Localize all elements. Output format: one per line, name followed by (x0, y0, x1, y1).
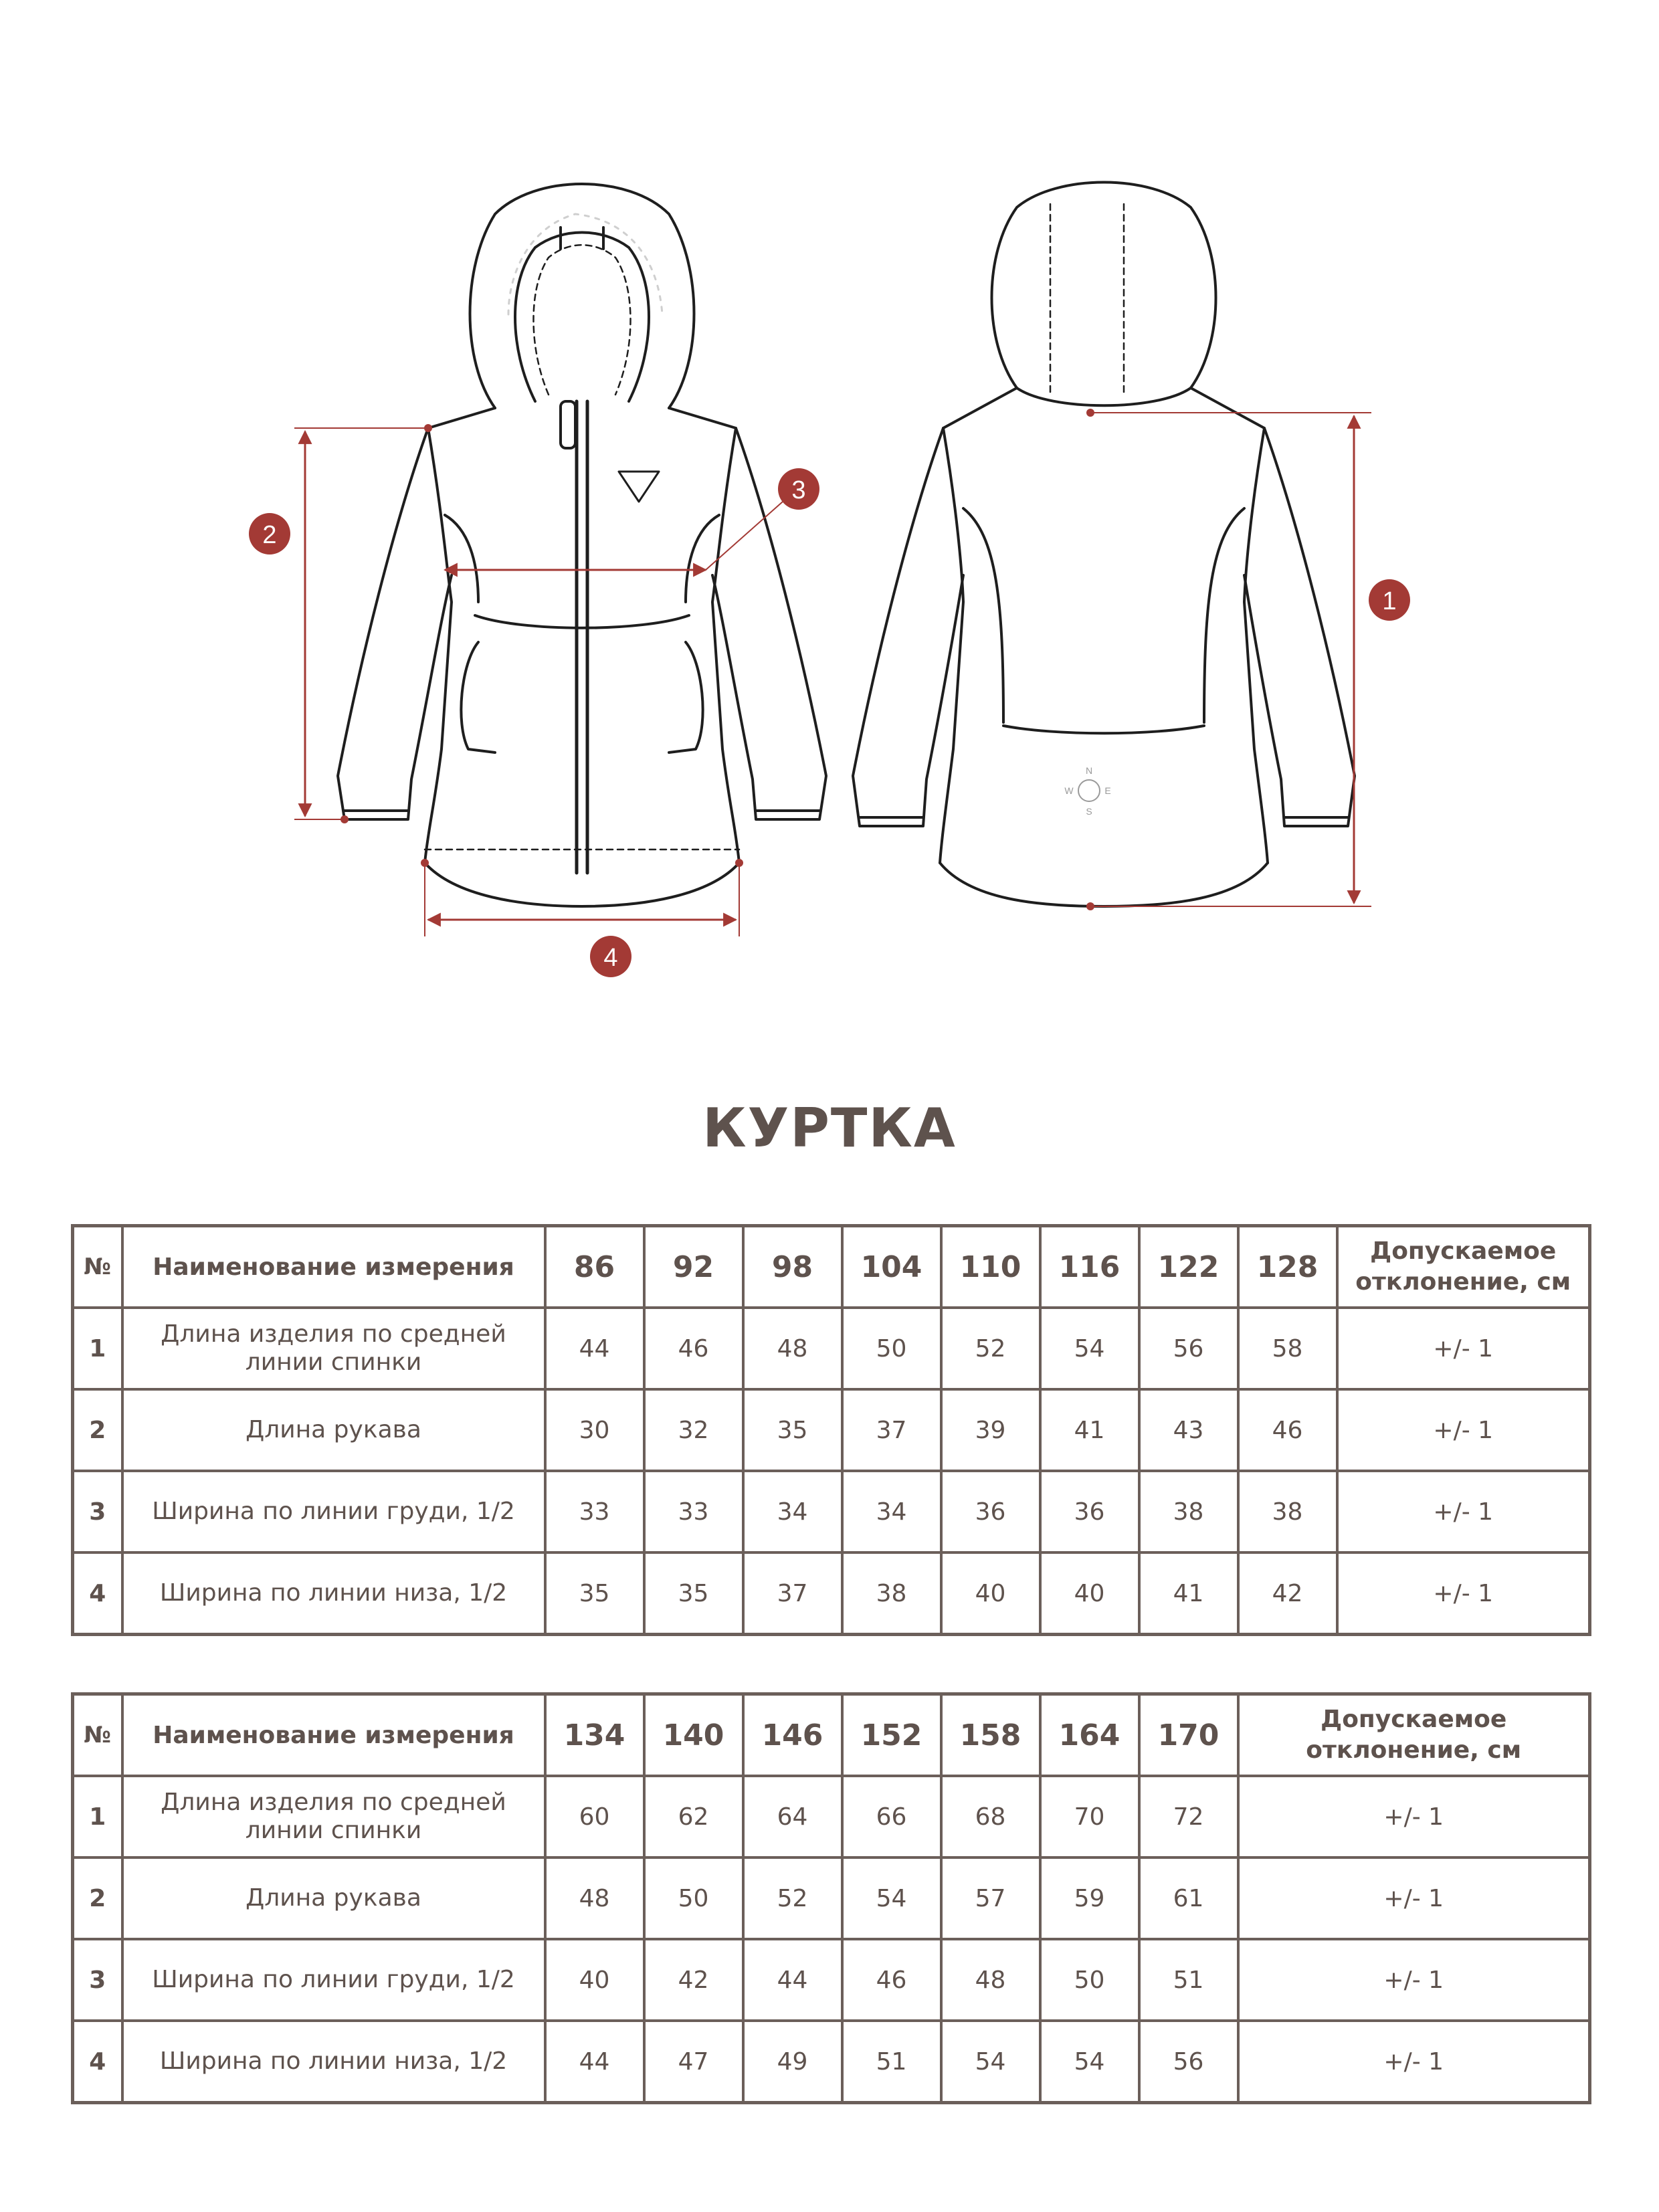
header-name: Наименование измерения (122, 1226, 545, 1308)
table-row (73, 1552, 1590, 1635)
row-value: 44 (743, 1939, 842, 2021)
row-value: 50 (644, 1857, 743, 1939)
measurement-lines (294, 413, 1371, 936)
header-name: Наименование измерения (122, 1694, 545, 1777)
row-value: 54 (1040, 2021, 1139, 2103)
row-value: 56 (1139, 1308, 1238, 1389)
row-value: 33 (545, 1471, 644, 1552)
row-value: 40 (545, 1939, 644, 2021)
row-value: 39 (941, 1389, 1040, 1471)
row-value: 37 (842, 1389, 941, 1471)
compass-emblem (1064, 765, 1110, 817)
row-name: Ширина по линии низа, 1/2 (122, 1552, 545, 1635)
marker-3 (778, 468, 819, 510)
row-name: Ширина по линии груди, 1/2 (122, 1939, 545, 2021)
row-tolerance: +/- 1 (1238, 1939, 1590, 2021)
row-value: 33 (644, 1471, 743, 1552)
row-value: 51 (1139, 1939, 1238, 2021)
svg-text:3: 3 (791, 476, 806, 504)
row-value: 56 (1139, 2021, 1238, 2103)
row-value: 46 (842, 1939, 941, 2021)
row-num: 1 (73, 1776, 122, 1857)
row-value: 47 (644, 2021, 743, 2103)
table-header-row (73, 1694, 1590, 1777)
row-value: 59 (1040, 1857, 1139, 1939)
compass-n: N (1085, 765, 1093, 776)
row-value: 70 (1040, 1776, 1139, 1857)
header-size: 122 (1139, 1226, 1238, 1308)
header-size: 128 (1238, 1226, 1337, 1308)
table-header-row (73, 1226, 1590, 1308)
header-size: 104 (842, 1226, 941, 1308)
row-value: 64 (743, 1776, 842, 1857)
row-value: 43 (1139, 1389, 1238, 1471)
header-size: 134 (545, 1694, 644, 1777)
row-value: 54 (1040, 1308, 1139, 1389)
row-value: 35 (545, 1552, 644, 1635)
row-value: 38 (1238, 1471, 1337, 1552)
size-table-2 (71, 1692, 1591, 2104)
row-value: 51 (842, 2021, 941, 2103)
row-num: 1 (73, 1308, 122, 1389)
row-value: 72 (1139, 1776, 1238, 1857)
jacket-technical-drawing (0, 0, 1659, 1043)
row-value: 49 (743, 2021, 842, 2103)
row-value: 48 (941, 1939, 1040, 2021)
row-value: 62 (644, 1776, 743, 1857)
row-value: 54 (941, 2021, 1040, 2103)
row-num: 4 (73, 2021, 122, 2103)
table-row (73, 1939, 1590, 2021)
row-tolerance: +/- 1 (1337, 1308, 1590, 1389)
table-row (73, 1857, 1590, 1939)
row-value: 50 (1040, 1939, 1139, 2021)
row-name: Длина изделия по средней линии спинки (122, 1776, 545, 1857)
header-tolerance: Допускаемое отклонение, см (1238, 1694, 1590, 1777)
compass-s: S (1086, 806, 1092, 817)
header-size: 170 (1139, 1694, 1238, 1777)
header-size: 164 (1040, 1694, 1139, 1777)
row-value: 66 (842, 1776, 941, 1857)
header-size: 92 (644, 1226, 743, 1308)
row-value: 50 (842, 1308, 941, 1389)
table-row (73, 1389, 1590, 1471)
row-value: 57 (941, 1857, 1040, 1939)
row-value: 40 (1040, 1552, 1139, 1635)
row-value: 54 (842, 1857, 941, 1939)
marker-1 (1369, 579, 1410, 621)
row-value: 34 (842, 1471, 941, 1552)
header-size: 146 (743, 1694, 842, 1777)
row-tolerance: +/- 1 (1238, 1776, 1590, 1857)
row-value: 38 (842, 1552, 941, 1635)
row-num: 2 (73, 1389, 122, 1471)
header-size: 86 (545, 1226, 644, 1308)
row-value: 58 (1238, 1308, 1337, 1389)
row-value: 36 (941, 1471, 1040, 1552)
row-num: 2 (73, 1857, 122, 1939)
row-value: 52 (941, 1308, 1040, 1389)
row-name: Ширина по линии груди, 1/2 (122, 1471, 545, 1552)
row-tolerance: +/- 1 (1238, 2021, 1590, 2103)
header-tolerance: Допускаемое отклонение, см (1337, 1226, 1590, 1308)
row-value: 52 (743, 1857, 842, 1939)
row-value: 35 (644, 1552, 743, 1635)
table-row (73, 1471, 1590, 1552)
row-value: 36 (1040, 1471, 1139, 1552)
compass-e: E (1104, 785, 1111, 796)
svg-text:1: 1 (1382, 587, 1397, 615)
header-size: 110 (941, 1226, 1040, 1308)
table-row (73, 2021, 1590, 2103)
header-size: 98 (743, 1226, 842, 1308)
row-value: 68 (941, 1776, 1040, 1857)
size-table-1 (71, 1224, 1591, 1636)
row-num: 3 (73, 1471, 122, 1552)
header-size: 116 (1040, 1226, 1139, 1308)
svg-text:2: 2 (262, 521, 277, 549)
jacket-back-view (853, 183, 1355, 907)
row-value: 44 (545, 2021, 644, 2103)
row-value: 42 (1238, 1552, 1337, 1635)
table-row (73, 1308, 1590, 1389)
row-value: 46 (1238, 1389, 1337, 1471)
marker-4 (590, 936, 631, 977)
row-tolerance: +/- 1 (1337, 1389, 1590, 1471)
row-value: 34 (743, 1471, 842, 1552)
row-value: 46 (644, 1308, 743, 1389)
row-value: 61 (1139, 1857, 1238, 1939)
row-tolerance: +/- 1 (1337, 1471, 1590, 1552)
header-num: № (73, 1226, 122, 1308)
header-size: 158 (941, 1694, 1040, 1777)
row-value: 32 (644, 1389, 743, 1471)
row-tolerance: +/- 1 (1238, 1857, 1590, 1939)
table-row (73, 1776, 1590, 1857)
jacket-front-view (338, 184, 826, 906)
row-value: 44 (545, 1308, 644, 1389)
row-name: Длина изделия по средней линии спинки (122, 1308, 545, 1389)
row-value: 41 (1040, 1389, 1139, 1471)
header-size: 140 (644, 1694, 743, 1777)
row-value: 30 (545, 1389, 644, 1471)
row-tolerance: +/- 1 (1337, 1552, 1590, 1635)
row-value: 60 (545, 1776, 644, 1857)
svg-text:4: 4 (603, 944, 618, 972)
row-name: Длина рукава (122, 1857, 545, 1939)
row-value: 38 (1139, 1471, 1238, 1552)
row-value: 37 (743, 1552, 842, 1635)
header-num: № (73, 1694, 122, 1777)
document-title: КУРТКА (702, 1097, 957, 1159)
row-value: 48 (743, 1308, 842, 1389)
row-value: 40 (941, 1552, 1040, 1635)
row-value: 35 (743, 1389, 842, 1471)
row-name: Ширина по линии низа, 1/2 (122, 2021, 545, 2103)
row-num: 3 (73, 1939, 122, 2021)
row-value: 41 (1139, 1552, 1238, 1635)
row-value: 42 (644, 1939, 743, 2021)
row-num: 4 (73, 1552, 122, 1635)
header-size: 152 (842, 1694, 941, 1777)
row-value: 48 (545, 1857, 644, 1939)
row-name: Длина рукава (122, 1389, 545, 1471)
marker-2 (249, 513, 290, 555)
compass-w: W (1064, 785, 1074, 796)
